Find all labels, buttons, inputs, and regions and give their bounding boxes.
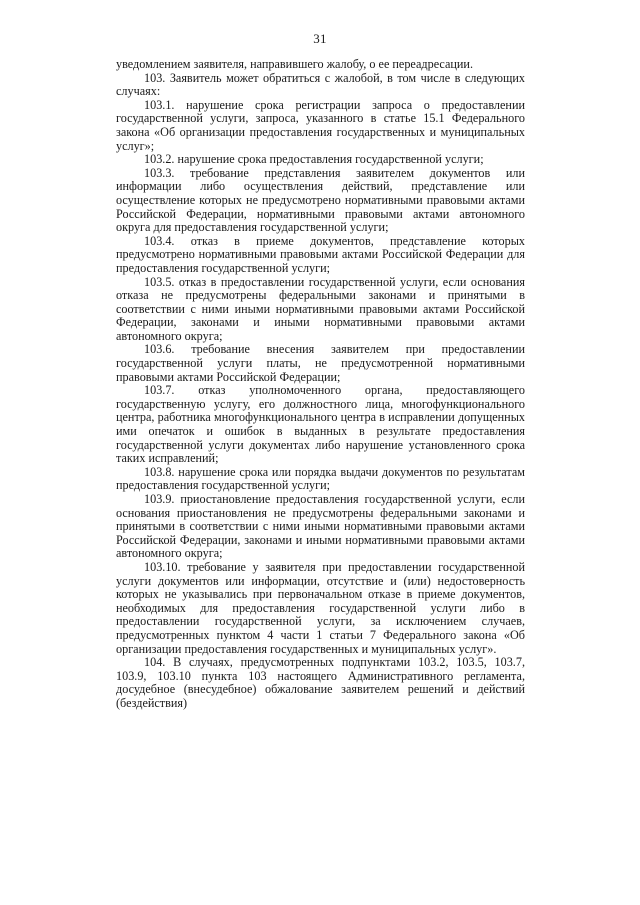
paragraph-103-6: 103.6. требование внесения заявителем при предоставлении государственной услуги платы, не предусмотренной нормативными правовыми актами Российской Федерации; xyxy=(116,342,525,384)
paragraph-103-3: 103.3. требование представления заявителем документов или информации либо осуществления действий, представление или осуществление которых не предусмотрено нормативными правовыми актами Российской Федерации, нормативными правовыми актами автономного округа для предоставления государственной услуги; xyxy=(116,165,525,235)
paragraph-104: 104. В случаях, предусмотренных подпунктами 103.2, 103.5, 103.7, 103.9, 103.10 пункта 103 настоящего Административного регламента, досудебное (внесудебное) обжалование заявителем решений и действий (бездействия) xyxy=(116,655,525,710)
paragraph-103-2: 103.2. нарушение срока предоставления государственной услуги; xyxy=(144,152,484,167)
paragraph-103-5: 103.5. отказ в предоставлении государственной услуги, если основания отказа не предусмотрены федеральными законами и принятыми в соответствии с ними иными нормативными правовыми актами Российской Федерации, законами и иными нормативными правовыми актами автономного округа; xyxy=(116,274,525,343)
paragraph-103: 103. Заявитель может обратиться с жалобой, в том числе в следующих случаях: xyxy=(116,70,525,99)
paragraph-103-10: 103.10. требование у заявителя при предоставлении государственной услуги документов или информации, отсутствие и (или) недостоверность которых не указывались при первоначальном отказе в приеме документов, необходимых для предоставления государственной услуги либо в предоставлении государственной услуги, за исключением случаев, предусмотренных пунктом 4 части 1 статьи 7 Федерального закона «Об организации предоставления государственных и муниципальных услуг». xyxy=(116,559,525,656)
page-number: 31 xyxy=(313,31,327,46)
paragraph-103-8: 103.8. нарушение срока или порядка выдачи документов по результатам предоставления государственной услуги; xyxy=(116,464,525,493)
paragraph-103-1: 103.1. нарушение срока регистрации запроса о предоставлении государственной услуги, запроса, указанного в статье 15.1 Федерального закона «Об организации предоставления государственных и муниципальных услуг»; xyxy=(116,97,525,153)
document-body xyxy=(116,58,525,711)
paragraph-103-9: 103.9. приостановление предоставления государственной услуги, если основания приостановления не предусмотрены федеральными законами и принятыми в соответствии с ними иными нормативными правовыми актами Российской Федерации, законами и иными нормативными правовыми актами автономного округа; xyxy=(116,492,525,561)
paragraph-103-7: 103.7. отказ уполномоченного органа, предоставляющего государственную услугу, его должностного лица, многофункционального центра, работника многофункционального центра в исправлении допущенных ими опечаток и ошибок в выданных в результате предоставления государственной услуги документах либо нарушение установленного срока таких исправлений; xyxy=(116,383,525,466)
paragraph-continuation: уведомлением заявителя, направившего жалобу, о ее переадресации. xyxy=(116,57,473,71)
paragraph-103-4: 103.4. отказ в приеме документов, представление которых предусмотрено нормативными правовыми актами Российской Федерации для предоставления государственной услуги; xyxy=(116,233,525,275)
